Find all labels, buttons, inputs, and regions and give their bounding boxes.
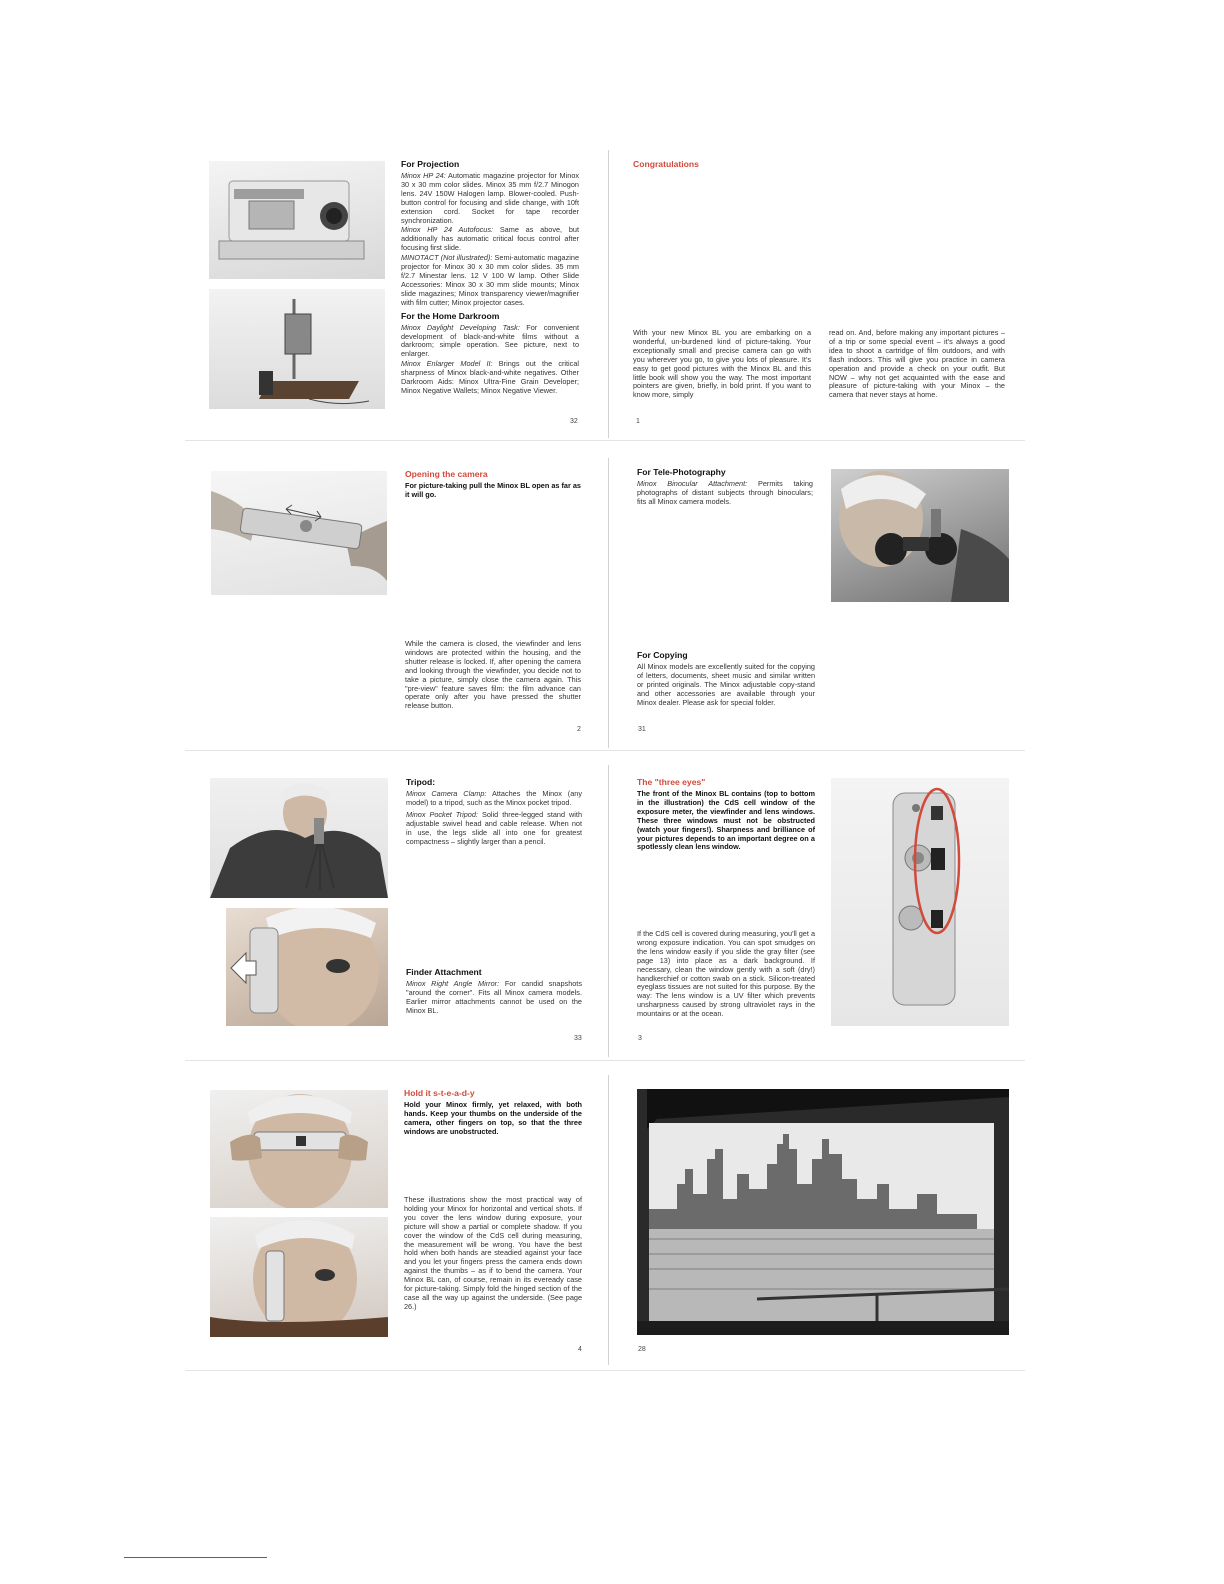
- mirror-name: Minox Right Angle Mirror:: [406, 979, 500, 988]
- hold-body: These illustrations show the most practical way of holding your Minox for horizontal and vertical shots. If you cover the lens window during exposure, your picture will show a partial or complete shadow. If you cover the window of the CdS cell during measuring, the measurement will be wrong. You have the best hold when both hands are steadied against your face and you let your fingers press the camera ends down against the thumbs – as if to bend the camera. Your Minox BL can, of course, remain in its eveready case for picture-taking. Simply fold the hinged section of the case all the way up against the underside. (See page 26.): [404, 1195, 582, 1311]
- opening-camera-photo: [211, 471, 387, 595]
- minotact-text: Semi-automatic magazine projector for Minox 30 x 30 mm color slides. 35 mm f/2.7 Minestar lens. 12 V 100 W lamp. Other Slide Accessories: Minox 30 x 30 mm slide mounts; Minox slide magazines; Minox transparency viewer/magnifier with film cutter; Minox projector cases.: [401, 253, 580, 307]
- congratulations-col-2: [829, 329, 1005, 401]
- hp24af-paragraph: [401, 226, 579, 253]
- pocket-paragraph: [406, 811, 582, 847]
- spread-edge: [185, 1060, 1025, 1061]
- darkroom-heading: For the Home Darkroom: [401, 310, 500, 321]
- finder-photo: [226, 908, 388, 1026]
- binocular-name: Minox Binocular Attachment:: [637, 479, 748, 488]
- page-number: 33: [574, 1035, 582, 1042]
- page-number: 31: [638, 726, 646, 733]
- enlarger-text: Brings out the critical sharpness of Minox black-and-white negatives. Other Darkroom Aids: Minox Ultra-Fine Grain Developer; Minox Negative Wallets; Minox Negative Viewer.: [401, 359, 579, 395]
- pocket-name: Minox Pocket Tripod:: [406, 809, 478, 819]
- three-eyes-lead: The front of the Minox BL contains (top to bottom in the illustration) the CdS cell window of the exposure meter, the viewfinder and lens windows. These three windows must not be obstructed (watch your fingers!). Sharpness and brilliance of your pictures depends to an important degree on a spotlessly clean lens window.: [637, 789, 815, 852]
- minotact-paragraph: [401, 254, 579, 307]
- hp24af-text: Same as above, but additionally has automatic critical focus control after focusing first slide.: [401, 225, 579, 253]
- copying-heading: For Copying: [637, 650, 688, 660]
- opening-body-column: [405, 640, 581, 712]
- tripod-column: [406, 777, 582, 847]
- camera-front-photo: [831, 778, 1009, 1026]
- enlarger-photo: [209, 289, 385, 409]
- clamp-text: Attaches the Minox (any model) to a tripod, such as the Minox pocket tripod.: [406, 789, 582, 807]
- binocular-paragraph: [637, 480, 813, 507]
- enlarger-paragraph: [401, 360, 579, 396]
- projection-heading: For Projection: [401, 159, 460, 169]
- congratulations-text-1: With your new Minox BL you are embarking on a wonderful, un-burdened kind of picture-taking. Your exceptionally small and precise camera can go with you wherever you go, to give you lots of pleasure. It's easy to get good pictures with the Minox BL and this little book will show you the way. The most important pointers are given, briefly, in bold print. If you want to know more, simply: [633, 328, 811, 400]
- three-eyes-column: [637, 777, 815, 853]
- mirror-text: For candid snapshots "around the corner". Fits all Minox camera models. Earlier mirror attachments cannot be used on the Minox BL.: [406, 979, 582, 1015]
- page-number: 4: [578, 1346, 582, 1353]
- new-york-skyline-photo: [637, 1089, 1009, 1335]
- spread-edge: [185, 440, 1025, 441]
- congratulations-col-1: [633, 329, 811, 401]
- pocket-text: Solid three-legged stand with adjustable swivel head and cable release. When not in use, the legs slide all into one for greatest compactness – slightly larger than a pencil.: [406, 809, 583, 846]
- congratulations-heading-block: [633, 159, 813, 172]
- congratulations-heading: Congratulations: [633, 159, 699, 169]
- page-number: 1: [636, 418, 640, 425]
- binocular-photo: [831, 469, 1009, 602]
- hp24af-name: Minox HP 24 Autofocus:: [401, 225, 494, 235]
- opening-body: While the camera is closed, the viewfinder and lens windows are protected within the housing, and the shutter release is locked. If, after opening the camera and looking through the viewfinder, you decide not to take a picture, simply close the camera again. This "pre-view" feature saves film: the film advance can operate only after you have pressed the shutter release button.: [405, 639, 581, 711]
- hold-body-column: [404, 1196, 582, 1313]
- hp24-paragraph: [401, 172, 579, 225]
- page-number: 2: [577, 726, 581, 733]
- opening-lead: For picture-taking pull the Minox BL open as far as it will go.: [405, 481, 581, 499]
- clamp-paragraph: [406, 790, 582, 808]
- spread-edge: [185, 1370, 1025, 1371]
- projector-photo: [209, 161, 385, 279]
- hold-lead: Hold your Minox firmly, yet relaxed, with both hands. Keep your thumbs on the underside of the camera, other fingers on top, so that the three windows are unobstructed.: [404, 1100, 582, 1136]
- three-eyes-heading: The "three eyes": [637, 777, 706, 787]
- mirror-paragraph: [406, 980, 582, 1016]
- hold-column: [404, 1088, 582, 1138]
- tripod-photo: [210, 778, 388, 898]
- footer-rule: [124, 1557, 267, 1558]
- vertical-hold-photo: [210, 1217, 388, 1337]
- gutter-1: [608, 150, 609, 438]
- binocular-text: Permits taking photographs of distant subjects through binoculars; fits all Minox camera models.: [637, 479, 813, 506]
- clamp-name: Minox Camera Clamp:: [406, 789, 487, 798]
- daylight-paragraph: [401, 324, 579, 360]
- tele-heading: For Tele-Photography: [637, 467, 726, 477]
- three-eyes-body-column: [637, 930, 815, 1020]
- congratulations-text-2: read on. And, before making any important pictures – of a trip or some special event – it's always a good idea to shoot a cartridge of film outdoors, and with flash indoors. This will give you practice in camera operation and provide a check on your outfit. But NOW – why not get acquainted with the ease and pleasure of picture-taking with your Minox – the camera that never stays at home.: [829, 328, 1005, 400]
- three-eyes-body: If the CdS cell is covered during measuring, you'll get a wrong exposure indication. You can spot smudges on the lens window easily if you slide the gray filter (see page 13) into place as a dark background. If necessary, clean the window gently with a soft (dry!) handkerchief or cotton swab on a stick. Silicon-treated eyeglass tissues are not suited for this purpose. By the way: The lens window is a UV filter which prevents unsharpness caused by strong ultraviolet rays in the mountains or at the ocean.: [637, 929, 815, 1019]
- copying-column: [637, 650, 815, 709]
- daylight-text: For convenient development of black-and-white films without a darkroom; simple operation. See picture, next to enlarger.: [401, 322, 579, 359]
- tele-column: [637, 467, 813, 508]
- opening-column: [405, 469, 581, 501]
- page-number: 32: [570, 418, 578, 425]
- enlarger-name: Minox Enlarger Model II:: [401, 359, 493, 369]
- opening-heading: Opening the camera: [405, 469, 488, 479]
- finder-column: [406, 967, 582, 1017]
- projection-column: [401, 159, 579, 397]
- daylight-name: Minox Daylight Developing Task:: [401, 322, 520, 332]
- tripod-heading: Tripod:: [406, 777, 436, 787]
- horizontal-hold-photo: [210, 1090, 388, 1208]
- copying-text: All Minox models are excellently suited for the copying of letters, documents, sheet music and similar written or printed originals. The Minox adjustable copy-stand and other accessories are available through your Minox dealer. Please ask for special folder.: [637, 662, 815, 707]
- gutter-3: [608, 765, 609, 1057]
- hp24-text: Automatic magazine projector for Minox 30 x 30 mm color slides. Minox 35 mm f/2.7 Minogon lens. 24V 150W Halogen lamp. Blower-cooled. Push-button control for focusing and slide change, with 10ft extension cord. Socket for tape recorder synchronization.: [401, 171, 580, 225]
- page-number: 3: [638, 1035, 642, 1042]
- spread-edge: [185, 750, 1025, 751]
- gutter-2: [608, 458, 609, 748]
- finder-heading: Finder Attachment: [406, 967, 482, 977]
- hp24-name: Minox HP 24:: [401, 171, 446, 180]
- gutter-4: [608, 1075, 609, 1365]
- minotact-name: MINOTACT (Not illustrated):: [401, 253, 493, 263]
- hold-heading: Hold it s-t-e-a-d-y: [404, 1088, 475, 1098]
- page-number: 28: [638, 1346, 646, 1353]
